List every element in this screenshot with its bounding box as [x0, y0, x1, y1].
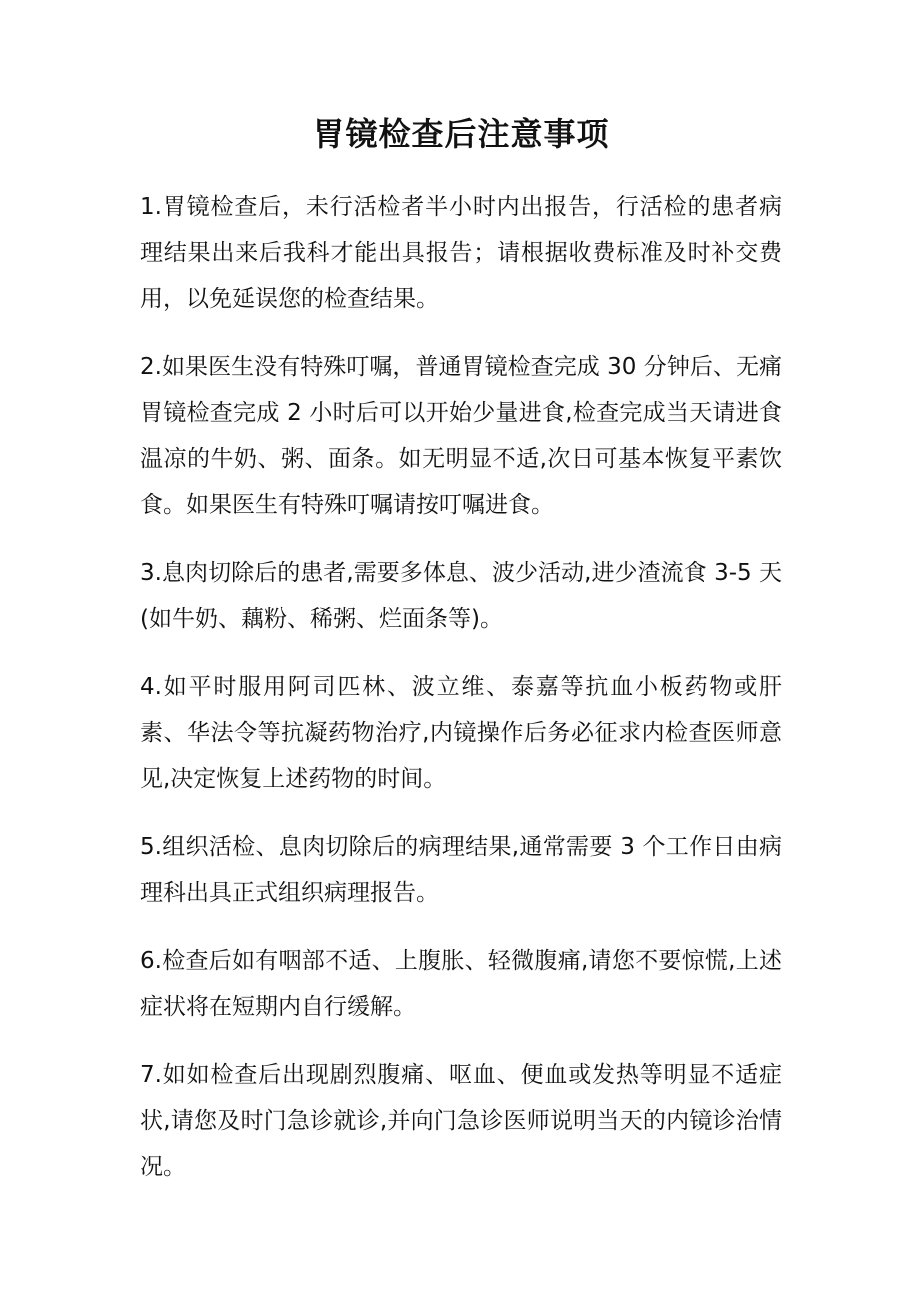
document-title: 胃镜检查后注意事项 [312, 115, 610, 153]
notice-item-7: 7.如如检查后出现剧烈腹痛、呕血、便血或发热等明显不适症状,请您及时门急诊就诊,并向门急诊医师说明当天的内镜诊治情况。 [140, 1062, 782, 1180]
notice-item-3: 3.息肉切除后的患者,需要多体息、波少活动,进少渣流食 3-5 天(如牛奶、藕粉、稀粥、烂面条等)。 [140, 560, 782, 632]
notice-item-5: 5.组织活检、息肉切除后的病理结果,通常需要 3 个工作日由病理科出具正式组织病理报告。 [140, 834, 782, 906]
notice-item-4: 4.如平时服用阿司匹林、波立维、泰嘉等抗血小板药物或肝素、华法令等抗凝药物治疗,内镜操作后务必征求内检查医师意见,决定恢复上述药物的时间。 [140, 674, 782, 792]
notice-item-2: 2.如果医生没有特殊叮嘱，普通胃镜检查完成 30 分钟后、无痛胃镜检查完成 2 小时后可以开始少量进食,检查完成当天请进食温凉的牛奶、粥、面条。如无明显不适,次日可基本恢复平素饮食。如果医生有特殊叮嘱请按叮嘱进食。 [140, 354, 782, 518]
notice-item-1: 1.胃镜检查后，未行活检者半小时内出报告，行活检的患者病理结果出来后我科才能出具报告；请根据收费标准及时补交费用，以免延误您的检查结果。 [140, 194, 782, 312]
notice-list [140, 184, 782, 1190]
notice-item-6: 6.检查后如有咽部不适、上腹胀、轻微腹痛,请您不要惊慌,上述症状将在短期内自行缓解。 [140, 948, 782, 1020]
